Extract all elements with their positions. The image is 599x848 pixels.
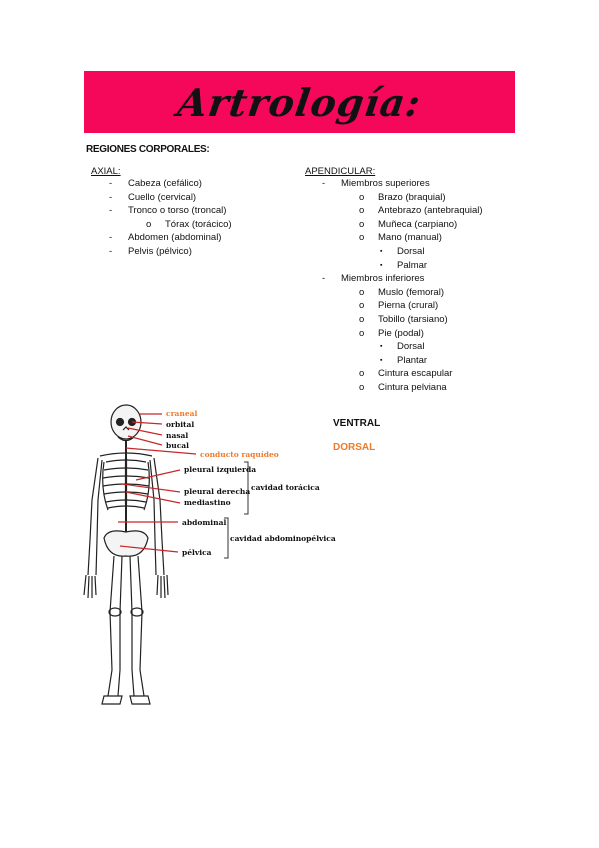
label-bucal: bucal	[166, 441, 189, 450]
axial-heading: AXIAL:	[91, 166, 121, 177]
page-title: Artrología:	[174, 79, 425, 125]
list-item	[341, 367, 483, 381]
list-item-text: o Antebrazo (antebraquial)	[378, 205, 483, 216]
apendicular-heading: APENDICULAR:	[305, 166, 376, 177]
label-abdominal: abdominal	[182, 518, 227, 527]
list-item	[341, 218, 483, 232]
list-item	[341, 177, 483, 191]
list-item	[341, 313, 483, 327]
list-item-text: o Mano (manual)	[378, 232, 442, 243]
list-item	[128, 191, 232, 205]
list-item-text: o Tórax (torácico)	[165, 219, 232, 230]
list-item	[128, 204, 232, 218]
axial-list	[128, 177, 232, 259]
list-item-text: - Abdomen (abdominal)	[128, 232, 221, 243]
list-item-text: - Tronco o torso (troncal)	[128, 205, 226, 216]
list-item-text: o Cintura escapular	[378, 368, 452, 379]
list-item	[341, 272, 483, 286]
list-item	[128, 218, 232, 232]
list-item	[341, 340, 483, 354]
list-item-text: ▪ Dorsal	[397, 341, 424, 352]
brackets	[224, 462, 248, 558]
list-item	[128, 245, 232, 259]
skeleton-figure	[78, 400, 338, 710]
list-item-text: ▪ Dorsal	[397, 246, 424, 257]
list-item	[341, 245, 483, 259]
list-item-text: o Cintura pelviana	[378, 382, 447, 393]
list-item	[341, 299, 483, 313]
title-banner	[84, 71, 515, 133]
list-item-text: o Pierna (crural)	[378, 300, 438, 311]
list-item	[341, 191, 483, 205]
list-item-text: ▪ Palmar	[397, 260, 427, 271]
label-nasal: nasal	[166, 431, 189, 440]
label-conducto-raquideo: conducto raquídeo	[200, 450, 279, 459]
list-item	[128, 177, 232, 191]
list-item-text: - Miembros superiores	[341, 178, 430, 189]
list-item-text: o Brazo (braquial)	[378, 192, 446, 203]
list-item	[341, 354, 483, 368]
list-item-text: - Cuello (cervical)	[128, 192, 196, 203]
list-item-text: - Pelvis (pélvico)	[128, 246, 192, 257]
skeleton-drawing	[84, 405, 168, 704]
list-item	[341, 327, 483, 341]
list-item-text: ▪ Plantar	[397, 355, 427, 366]
list-item	[341, 259, 483, 273]
list-item	[128, 231, 232, 245]
list-item	[341, 204, 483, 218]
section-title: REGIONES CORPORALES:	[86, 144, 210, 155]
label-mediastino: mediastino	[184, 498, 231, 507]
dorsal-legend: DORSAL	[333, 442, 376, 453]
list-item-text: o Muñeca (carpiano)	[378, 219, 457, 230]
ventral-legend: VENTRAL	[333, 418, 381, 429]
label-pleural-izquierda: pleural izquierda	[184, 465, 257, 474]
label-cavidad-toracica: cavidad torácica	[251, 483, 320, 492]
label-craneal: craneal	[166, 409, 198, 418]
list-item-text: o Pie (podal)	[378, 328, 424, 339]
label-cavidad-abdominopelvica: cavidad abdominopélvica	[230, 534, 336, 543]
list-item-text: o Tobillo (tarsiano)	[378, 314, 448, 325]
list-item	[341, 231, 483, 245]
label-pleural-derecha: pleural derecha	[184, 487, 251, 496]
label-orbital: orbital	[166, 420, 195, 429]
label-pelvica: pélvica	[182, 548, 212, 557]
list-item-text: - Cabeza (cefálico)	[128, 178, 202, 189]
list-item-text: o Muslo (femoral)	[378, 287, 444, 298]
list-item-text: - Miembros inferiores	[341, 273, 424, 284]
list-item	[341, 381, 483, 395]
apendicular-list	[341, 177, 483, 395]
list-item	[341, 286, 483, 300]
